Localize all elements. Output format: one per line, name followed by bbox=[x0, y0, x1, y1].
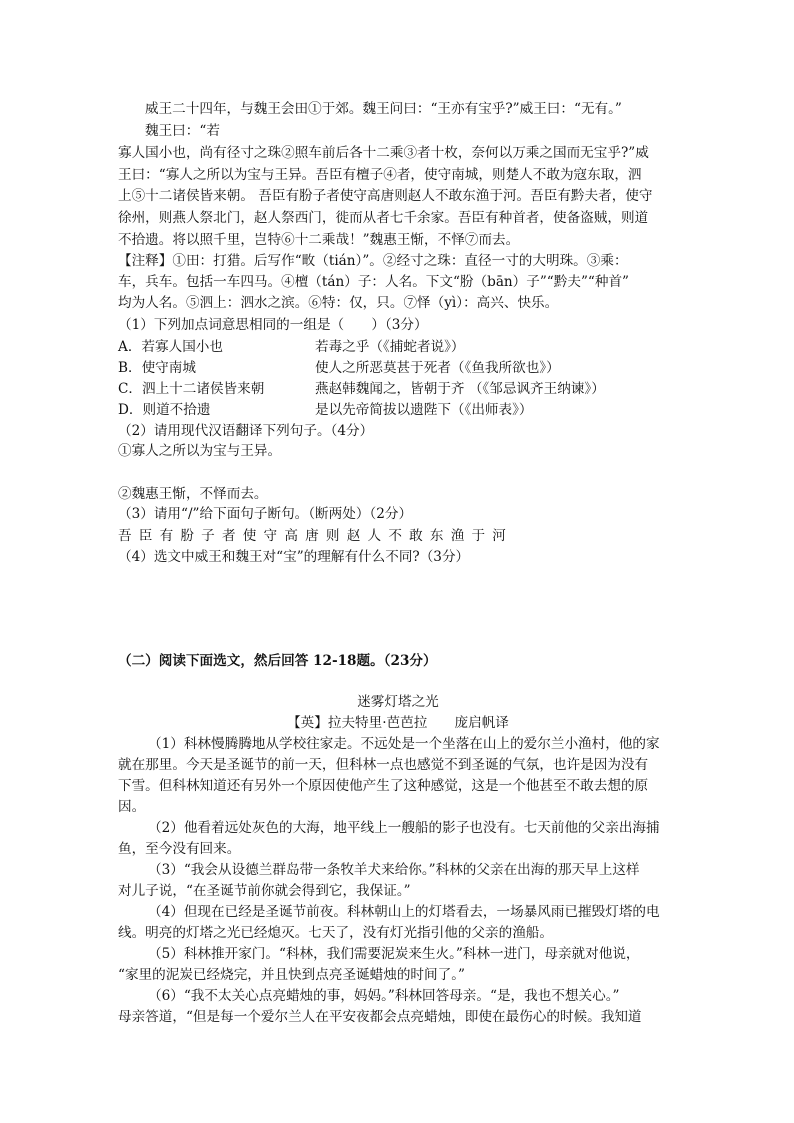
option-b-right: 使人之所恶莫甚于死者（《鱼我所欲也》） bbox=[315, 360, 560, 376]
option-c-left: C．泗上十二诸侯皆来朝 bbox=[118, 381, 265, 397]
option-a-left: A．若寡人国小也 bbox=[118, 339, 223, 355]
section-heading: （二）阅读下面选文，然后回答 12-18题。（23分） bbox=[118, 653, 437, 669]
passage-line: 魏王曰：“若 bbox=[145, 123, 220, 139]
passage-line: 不拾遗。将以照千里，岂特⑥十二乘哉！”魏惠王惭，不怿⑦而去。 bbox=[118, 232, 520, 248]
annotation-line: 均为人名。⑤泗上：泗水之滨。⑥特：仅，只。⑦怿（yì）：高兴、快乐。 bbox=[118, 295, 559, 311]
article-byline: 【英】拉夫特里·芭芭拉 庞启帆译 bbox=[287, 715, 509, 731]
article-line: 下雪。但科林知道还有另外一个原因使他产生了这种感觉，这是一个他甚至不敢去想的原 bbox=[118, 778, 649, 794]
article-line: （3）“我会从设德兰群岛带一条牧羊犬来给你。”科林的父亲在出海的那天早上这样 bbox=[148, 862, 640, 878]
option-d-left: D．则道不拾遗 bbox=[118, 402, 211, 418]
passage-line: 王曰：“寡人之所以为宝与王异。吾臣有檀子④者，使守南城，则楚人不敢为寇东取，泗 bbox=[118, 167, 642, 183]
option-b-left: B．使守南城 bbox=[118, 360, 196, 376]
question-3-sentence: 吾臣有肦子者使守高唐则赵人不敢东渔于河 bbox=[118, 528, 514, 544]
article-line: 鱼，至今没有回来。 bbox=[118, 841, 241, 857]
article-line: （6）“我不太关心点亮蜡烛的事，妈妈。”科林回答母亲。“是，我也不想关心。” bbox=[148, 988, 620, 1004]
article-line: 线。明亮的灯塔之光已经熄灭。七天了，没有灯光指引他的父亲的渔船。 bbox=[118, 925, 553, 941]
passage-line: 寡人国小也，尚有径寸之珠②照车前后各十二乘③者十枚，奈何以万乘之国而无宝乎?”威 bbox=[118, 145, 649, 161]
article-line: （2）他看着远处灰色的大海，地平线上一艘船的影子也没有。七天前他的父亲出海捕 bbox=[148, 820, 660, 836]
article-line: 就在那里。今天是圣诞节的前一天，但科林一点也感觉不到圣诞的气氛，也许是因为没有 bbox=[118, 757, 649, 773]
option-a-right: 若毒之乎（《捕蛇者说》） bbox=[315, 339, 465, 355]
question-2-stem: （2）请用现代汉语翻译下列句子。（4分） bbox=[118, 423, 374, 439]
article-line: 母亲答道，“但是每一个爱尔兰人在平安夜都会点亮蜡烛，即使在最伤心的时候。我知道 bbox=[118, 1009, 642, 1025]
annotation-line: 【注释】①田：打猎。后写作“畋（tián）”。②经寸之珠：直径一寸的大明珠。③乘： bbox=[118, 253, 628, 269]
article-line: “家里的泥炭已经烧完，并且快到点亮圣诞蜡烛的时间了。” bbox=[118, 967, 465, 983]
passage-line: 上⑤十二诸侯皆来朝。 吾臣有肦子者使守高唐则赵人不敢东渔于河。吾臣有黔夫者，使守 bbox=[118, 188, 653, 204]
option-c-right: 燕赵韩魏闻之，皆朝于齐 （《邹忌讽齐王纳谏》） bbox=[315, 381, 605, 397]
article-line: （1）科林慢腾腾地从学校往家走。不远处是一个坐落在山上的爱尔兰小渔村，他的家 bbox=[148, 736, 660, 752]
passage-line: 徐州，则燕人祭北门，赵人祭西门，徙而从者七千余家。吾臣有种首者，使备盗贼，则道 bbox=[118, 210, 649, 226]
question-3-stem: （3）请用“/”给下面句子断句。（断两处）（2分） bbox=[118, 506, 413, 522]
annotation-line: 车，兵车。包括一车四马。④檀（tán）子：人名。下文“肦（bān）子”“黔夫”“种首” bbox=[118, 274, 629, 290]
question-4-stem: （4）选文中威王和魏王对“宝”的理解有什么不同?（3分） bbox=[118, 549, 470, 565]
article-title: 迷雾灯塔之光 bbox=[357, 694, 439, 710]
article-line: 对儿子说，“在圣诞节前你就会得到它，我保证。” bbox=[118, 883, 411, 899]
article-line: 因。 bbox=[118, 799, 146, 815]
question-2-sentence-2: ②魏惠王惭，不怿而去。 bbox=[118, 486, 268, 502]
question-1-stem: （1）下列加点词意思相同的一组是（ ）（3分） bbox=[118, 317, 428, 333]
article-line: （4）但现在已经是圣诞节前夜。科林朝山上的灯塔看去，一场暴风雨已摧毁灯塔的电 bbox=[148, 904, 660, 920]
option-d-right: 是以先帝简拔以遗陛下（《出师表》） bbox=[315, 402, 533, 418]
passage-line: 威王二十四年，与魏王会田①于郊。魏王问曰：“王亦有宝乎?”威王曰：“无有。” bbox=[145, 101, 622, 117]
article-line: （5）科林推开家门。“科林，我们需要泥炭来生火。”科林一进门，母亲就对他说， bbox=[148, 946, 640, 962]
question-2-sentence-1: ①寡人之所以为宝与王异。 bbox=[118, 443, 282, 459]
